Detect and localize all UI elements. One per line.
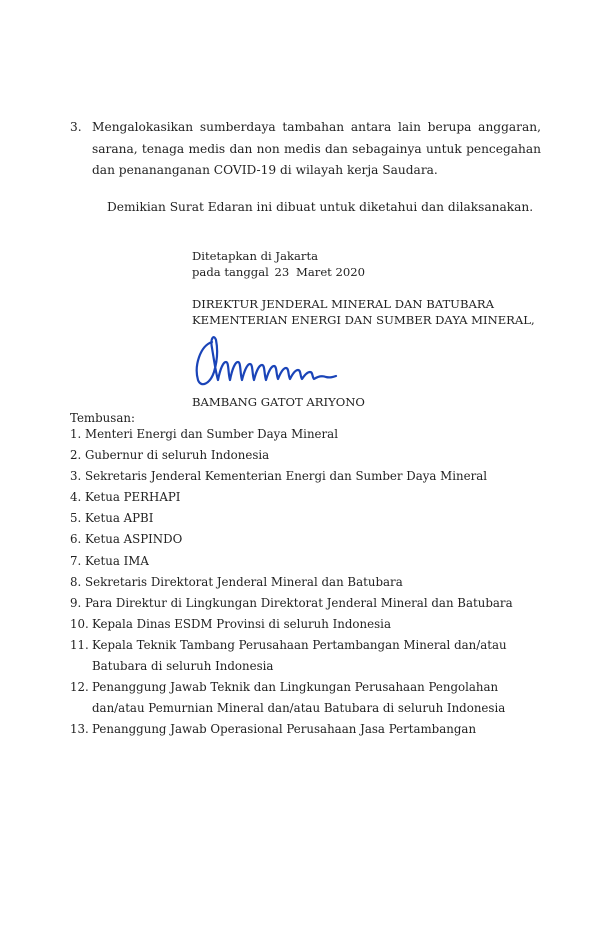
title-line-2: KEMENTERIAN ENERGI DAN SUMBER DAYA MINERAL, [192, 313, 535, 327]
handwritten-signature [190, 330, 350, 392]
tembusan-item [70, 529, 540, 550]
item-number: 3. [70, 120, 82, 134]
tembusan-item-number: 5. [70, 511, 82, 526]
tembusan-item-number: 1. [70, 427, 82, 441]
tembusan-item-text: Kepala Teknik Tambang Perusahaan Pertambangan Mineral dan/atau [92, 637, 507, 652]
tembusan-item-text: Ketua ASPINDO [85, 532, 183, 547]
signatory-name: BAMBANG GATOT ARIYONO [192, 395, 365, 409]
tembusan-item-text: Kepala Dinas ESDM Provinsi di seluruh Indonesia [92, 616, 391, 631]
instruction-item-3 [70, 117, 541, 182]
item-text: Mengalokasikan sumberdaya tambahan antara lain berupa anggaran, sarana, tenaga medis dan non medis dan sebagainya untuk pencegahan dan penananganan COVID-19 di wilayah kerja Saudara. [92, 120, 541, 177]
date-rest: Maret 2020 [296, 265, 366, 279]
tembusan-item-number: 13. [70, 722, 89, 737]
signature-place-date [192, 248, 552, 280]
date-line [192, 264, 552, 280]
tembusan-item-continuation [70, 698, 540, 719]
tembusan-item [70, 593, 540, 614]
tembusan-item-text: Ketua APBI [85, 511, 154, 526]
tembusan-item-number: 2. [70, 448, 82, 463]
tembusan-item-text: Ketua PERHAPI [85, 490, 181, 505]
tembusan-item [70, 719, 540, 740]
tembusan-item [70, 551, 540, 572]
tembusan-item-text: Para Direktur di Lingkungan Direktorat Jenderal Mineral dan Batubara [85, 595, 513, 610]
tembusan-item-text: Penanggung Jawab Operasional Perusahaan Jasa Pertambangan [92, 722, 477, 737]
tembusan-list [70, 424, 540, 740]
tembusan-item-number: 7. [70, 553, 82, 568]
tembusan-item [70, 487, 540, 508]
tembusan-item-number: 11. [70, 637, 89, 652]
tembusan-item [70, 424, 540, 445]
tembusan-item [70, 572, 540, 593]
tembusan-item-text: Gubernur di seluruh Indonesia [85, 448, 270, 463]
place-line: Ditetapkan di Jakarta [192, 249, 319, 263]
tembusan-item-number: 10. [70, 616, 89, 631]
tembusan-item [70, 614, 540, 635]
title-line-1: DIREKTUR JENDERAL MINERAL DAN BATUBARA [192, 297, 494, 311]
tembusan-item-number: 12. [70, 680, 89, 695]
tembusan-item-text: Ketua IMA [85, 553, 149, 568]
tembusan-item-text: Batubara di seluruh Indonesia [92, 659, 274, 674]
tembusan-item [70, 677, 540, 698]
tembusan-item [70, 466, 540, 487]
tembusan-item [70, 508, 540, 529]
tembusan-item-text: Sekretaris Direktorat Jenderal Mineral dan Batubara [85, 574, 403, 589]
tembusan-item [70, 635, 540, 656]
date-day: 23 [274, 265, 290, 279]
tembusan-item-text: Menteri Energi dan Sumber Daya Mineral [85, 427, 338, 441]
tembusan-item-continuation [70, 656, 540, 677]
tembusan-item-number: 6. [70, 532, 82, 547]
closing-statement: Demikian Surat Edaran ini dibuat untuk diketahui dan dilaksanakan. [107, 200, 534, 214]
date-prefix: pada tanggal [192, 265, 269, 279]
tembusan-item-number: 3. [70, 469, 82, 484]
tembusan-item-number: 9. [70, 595, 82, 610]
tembusan-item-text: dan/atau Pemurnian Mineral dan/atau Batubara di seluruh Indonesia [92, 701, 506, 716]
tembusan-item-number: 4. [70, 490, 82, 505]
signatory-title [192, 296, 552, 328]
tembusan-item-text: Sekretaris Jenderal Kementerian Energi dan Sumber Daya Mineral [85, 469, 488, 484]
tembusan-heading: Tembusan: [70, 411, 135, 425]
tembusan-item [70, 445, 540, 466]
tembusan-item-text: Penanggung Jawab Teknik dan Lingkungan Perusahaan Pengolahan [92, 680, 499, 695]
tembusan-item-number: 8. [70, 574, 82, 589]
